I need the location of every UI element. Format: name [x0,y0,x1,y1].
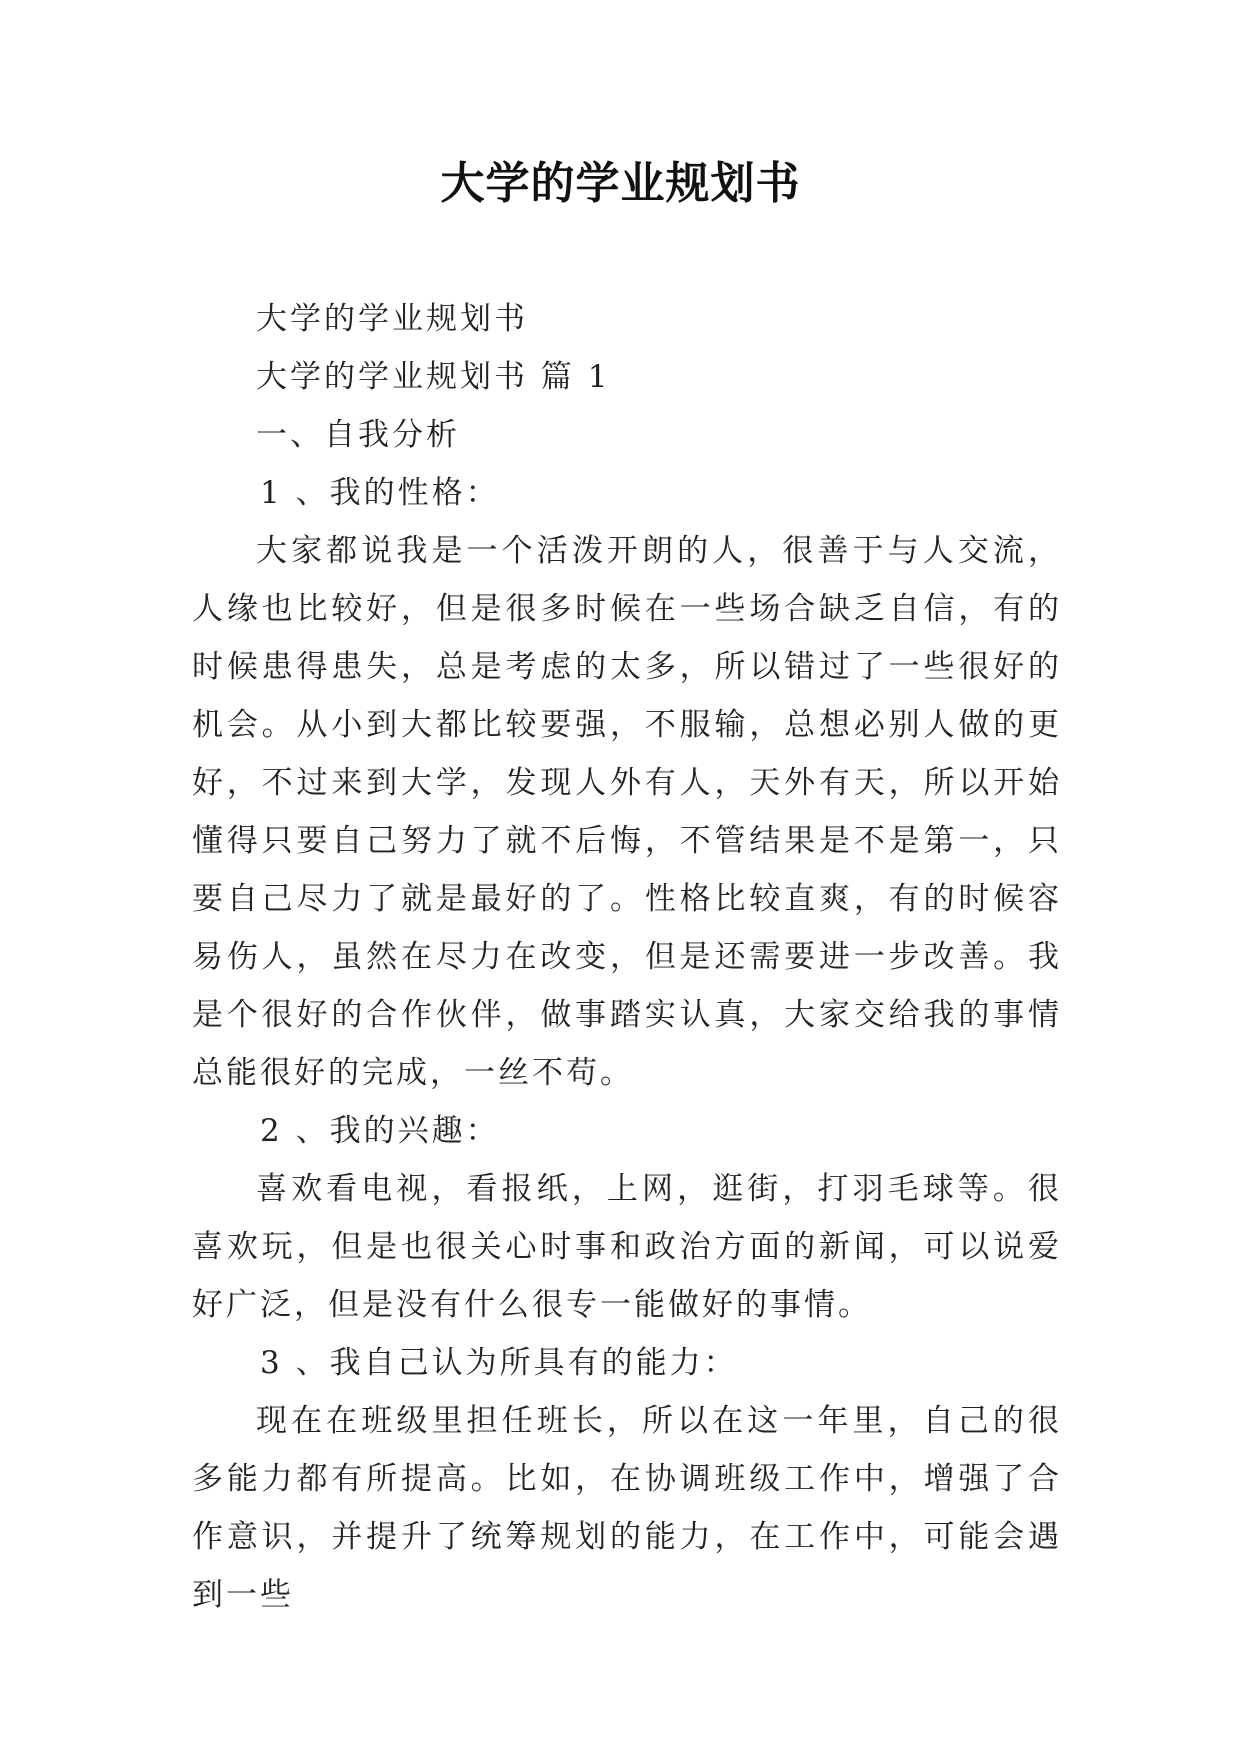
subheading-personality: 1 、我的性格： [260,475,500,511]
paragraph-abilities: 现在在班级里担任班长，所以在这一年里，自己的很多能力都有所提高。比如，在协调班级工作中，增强了合作意识，并提升了统筹规划的能力，在工作中，可能会遇到一些 [192,1403,1062,1613]
subheading-abilities: 3 、我自己认为所具有的能力： [260,1345,738,1381]
section-part-label: 大学的学业规划书 篇 1 [256,359,611,395]
paragraph-interests: 喜欢看电视，看报纸，上网，逛街，打羽毛球等。很喜欢玩，但是也很关心时事和政治方面的新闻，可以说爱好广泛，但是没有什么很专一能做好的事情。 [192,1171,1062,1323]
subheading-interests: 2 、我的兴趣： [260,1113,500,1149]
section-heading-self-analysis: 一、自我分析 [256,417,460,453]
body-title-line: 大学的学业规划书 [256,301,528,337]
document-body [192,290,1062,1624]
paragraph-personality: 大家都说我是一个活泼开朗的人，很善于与人交流，人缘也比较好，但是很多时候在一些场合缺乏自信，有的时候患得患失，总是考虑的太多，所以错过了一些很好的机会。从小到大都比较要强，不服输，总想必别人做的更好，不过来到大学，发现人外有人，天外有天，所以开始懂得只要自己努力了就不后悔，不管结果是不是第一，只要自己尽力了就是最好的了。性格比较直爽，有的时候容易伤人，虽然在尽力在改变，但是还需要进一步改善。我是个很好的合作伙伴，做事踏实认真，大家交给我的事情总能很好的完成，一丝不苟。 [192,533,1062,1091]
document-title: 大学的学业规划书 [440,158,801,209]
